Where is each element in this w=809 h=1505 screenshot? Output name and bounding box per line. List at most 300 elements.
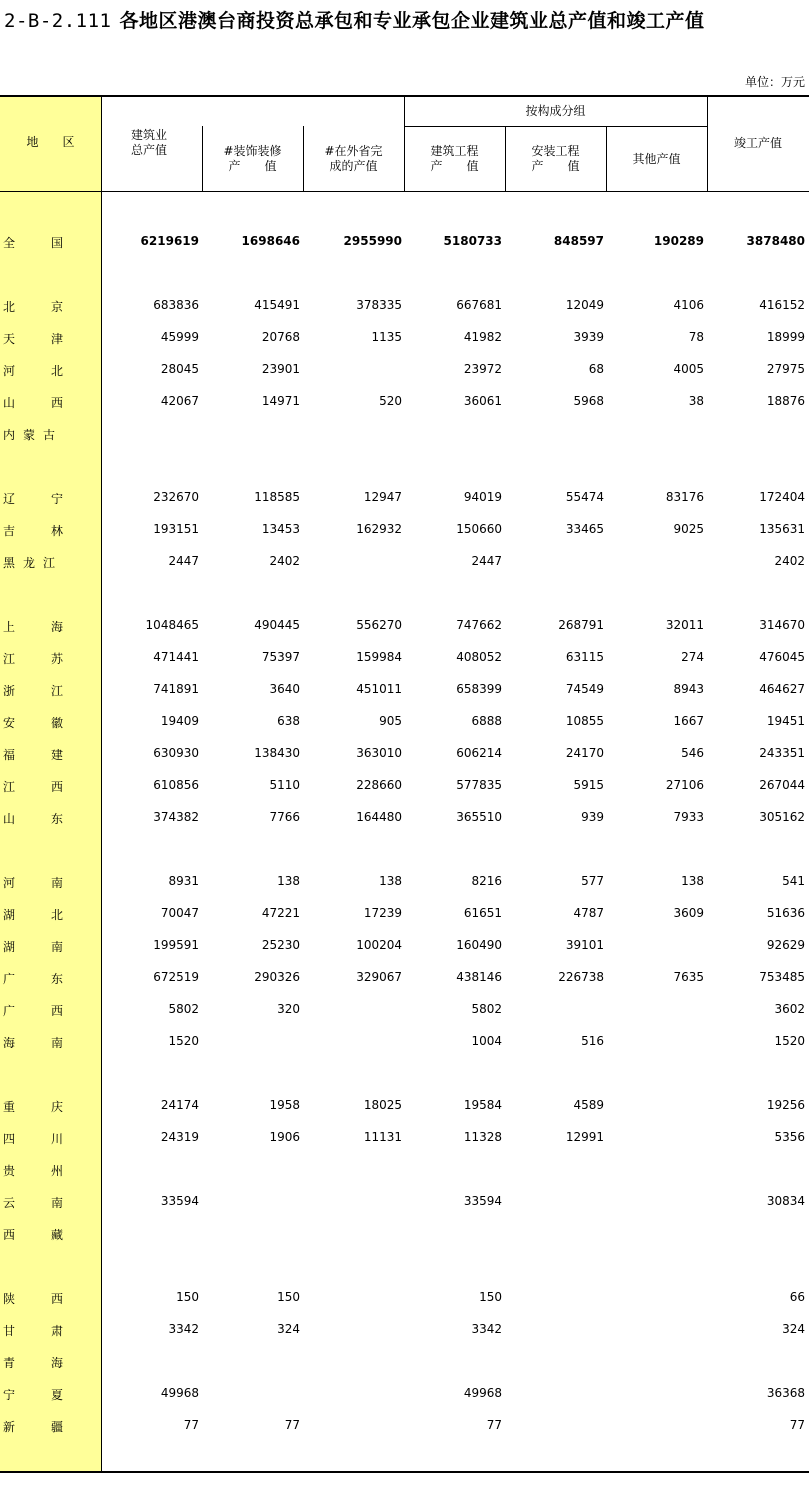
region-name [3, 682, 63, 699]
region-name [3, 330, 63, 347]
unit-label: 单位：万元 [744, 75, 805, 89]
region-name-char: 藏 [50, 1228, 63, 1242]
table-cell: 18025 [363, 1098, 402, 1112]
table-cell: 438146 [456, 970, 502, 984]
table-cell: 8216 [471, 874, 502, 888]
region-name-char: 宁 [3, 1388, 16, 1402]
table-cell: 24174 [160, 1098, 199, 1112]
table-cell: 630930 [153, 746, 199, 760]
table-cell: 4005 [673, 362, 704, 376]
table-cell: 1520 [774, 1034, 805, 1048]
table-cell: 1004 [471, 1034, 502, 1048]
table-row [0, 385, 809, 417]
header-completed-output: 竣工产值 [733, 136, 782, 150]
table-cell: 77 [486, 1418, 502, 1432]
table-cell: 199591 [153, 938, 199, 952]
region-name [3, 650, 63, 667]
table-cell: 577835 [456, 778, 502, 792]
region-name-char: 陕 [3, 1292, 16, 1306]
table-cell: 51636 [766, 906, 805, 920]
table-cell: 12947 [363, 490, 402, 504]
table-row [0, 865, 809, 897]
table-row [0, 321, 809, 353]
table-cell: 13453 [261, 522, 300, 536]
region-name [3, 394, 63, 411]
region-name-char: 西 [50, 1292, 63, 1306]
table-cell: 138430 [254, 746, 300, 760]
table-cell: 25230 [261, 938, 300, 952]
header-line: #装饰装修 [223, 144, 282, 158]
table-cell: 23972 [463, 362, 502, 376]
header-line: 安装工程 [531, 144, 580, 158]
region-name [3, 234, 63, 251]
table-cell: 476045 [759, 650, 805, 664]
region-name-char: 安 [3, 716, 16, 730]
region-name [3, 778, 63, 795]
region-name-char: 龙 [22, 556, 35, 570]
header-line: 产 值 [228, 159, 277, 173]
table-cell: 2402 [269, 554, 300, 568]
table-cell: 741891 [153, 682, 199, 696]
table-cell: 4787 [573, 906, 604, 920]
table-cell: 3342 [471, 1322, 502, 1336]
table-cell: 24319 [160, 1130, 199, 1144]
table-cell: 74549 [565, 682, 604, 696]
table-cell: 1906 [269, 1130, 300, 1144]
table-cell: 4106 [673, 298, 704, 312]
table-cell: 1667 [673, 714, 704, 728]
table-cell: 5968 [573, 394, 604, 408]
region-name-char: 广 [3, 1004, 16, 1018]
table-cell: 606214 [456, 746, 502, 760]
table-bottom-border [0, 1471, 809, 1473]
region-name-char: 东 [50, 972, 63, 986]
header-construction [404, 144, 505, 174]
table-cell: 374382 [153, 810, 199, 824]
region-name-char: 徽 [50, 716, 63, 730]
region-name-char: 蒙 [22, 428, 35, 442]
region-name-char: 湖 [3, 940, 16, 954]
table-row [0, 897, 809, 929]
table-cell: 2447 [471, 554, 502, 568]
header-line: 产 值 [531, 159, 580, 173]
table-cell: 36368 [766, 1386, 805, 1400]
table-cell: 38 [688, 394, 704, 408]
table-row [0, 929, 809, 961]
table-code: 2-B-2.111 [4, 10, 112, 32]
table-cell: 17239 [363, 906, 402, 920]
table-cell: 36061 [463, 394, 502, 408]
table-cell: 19451 [766, 714, 805, 728]
header-line: 建筑业 [131, 128, 168, 142]
region-name-char: 江 [3, 652, 16, 666]
region-name [3, 714, 63, 731]
region-name-char: 疆 [50, 1420, 63, 1434]
region-name [3, 1226, 63, 1243]
table-row [0, 417, 809, 449]
region-name [3, 810, 63, 827]
region-name-char: 南 [50, 940, 63, 954]
table-cell: 7635 [673, 970, 704, 984]
group-header-divider [404, 126, 707, 127]
region-name [3, 1098, 63, 1115]
table-row [0, 481, 809, 513]
table-cell: 520 [379, 394, 402, 408]
table-row [0, 1217, 809, 1249]
table-cell: 150 [479, 1290, 502, 1304]
region-name [3, 906, 63, 923]
table-cell: 18876 [766, 394, 805, 408]
table-cell: 232670 [153, 490, 199, 504]
region-name-char: 建 [50, 748, 63, 762]
header-line: 建筑工程 [430, 144, 479, 158]
region-name-char: 州 [50, 1164, 63, 1178]
table-cell: 290326 [254, 970, 300, 984]
region-name-char: 南 [50, 1036, 63, 1050]
region-name [3, 1002, 63, 1019]
region-name-char: 川 [50, 1132, 63, 1146]
table-cell: 226738 [558, 970, 604, 984]
table-cell: 12991 [565, 1130, 604, 1144]
region-name-char: 江 [3, 780, 16, 794]
table-row [0, 609, 809, 641]
region-name-char: 山 [3, 812, 16, 826]
table-cell: 8931 [168, 874, 199, 888]
table-cell: 63115 [565, 650, 604, 664]
region-name [3, 1386, 63, 1403]
table-cell: 75397 [261, 650, 300, 664]
region-name [3, 746, 63, 763]
header-other-output: 其他产值 [632, 152, 681, 166]
region-name [3, 362, 63, 379]
table-cell: 1520 [168, 1034, 199, 1048]
table-cell: 320 [277, 1002, 300, 1016]
region-name-char: 古 [42, 428, 55, 442]
region-name-char: 肃 [50, 1324, 63, 1338]
region-name-char: 宁 [50, 492, 63, 506]
region-name-char: 重 [3, 1100, 16, 1114]
region-name-char: 东 [50, 812, 63, 826]
header-other-province [303, 144, 404, 174]
table-row [0, 1409, 809, 1441]
region-name [3, 298, 63, 315]
table-cell: 638 [277, 714, 300, 728]
region-name-char: 上 [3, 620, 16, 634]
table-cell: 5356 [774, 1130, 805, 1144]
table-cell: 3640 [269, 682, 300, 696]
region-name-char: 黑 [3, 556, 16, 570]
table-cell: 150 [277, 1290, 300, 1304]
table-cell: 451011 [356, 682, 402, 696]
region-name-char: 云 [3, 1196, 16, 1210]
table-cell: 135631 [759, 522, 805, 536]
table-cell: 66 [789, 1290, 805, 1304]
table-cell: 164480 [356, 810, 402, 824]
table-cell: 3609 [673, 906, 704, 920]
region-name-char: 青 [3, 1356, 16, 1370]
table-cell: 541 [782, 874, 805, 888]
region-name-char: 西 [3, 1228, 16, 1242]
region-name-char: 夏 [50, 1388, 63, 1402]
table-cell: 5802 [471, 1002, 502, 1016]
table-row [0, 673, 809, 705]
region-name-char: 海 [3, 1036, 16, 1050]
region-name-char: 河 [3, 876, 16, 890]
table-cell: 3939 [573, 330, 604, 344]
table-cell: 20768 [261, 330, 300, 344]
table-cell: 49968 [463, 1386, 502, 1400]
table-row [0, 1281, 809, 1313]
region-name-char: 新 [3, 1420, 16, 1434]
table-cell: 365510 [456, 810, 502, 824]
table-cell: 8943 [673, 682, 704, 696]
table-cell: 4589 [573, 1098, 604, 1112]
table-row [0, 353, 809, 385]
table-cell: 672519 [153, 970, 199, 984]
region-name-char: 全 [3, 236, 16, 250]
table-cell: 490445 [254, 618, 300, 632]
table-cell: 27106 [665, 778, 704, 792]
table-cell: 41982 [463, 330, 502, 344]
region-name [3, 1322, 63, 1339]
header-by-composition: 按构成分组 [525, 104, 586, 118]
header-line: 产 值 [430, 159, 479, 173]
table-cell: 39101 [565, 938, 604, 952]
region-name-char: 津 [50, 332, 63, 346]
table-cell: 11131 [363, 1130, 402, 1144]
table-cell: 3602 [774, 1002, 805, 1016]
region-name-char: 吉 [3, 524, 16, 538]
table-cell: 94019 [463, 490, 502, 504]
table-cell: 162932 [356, 522, 402, 536]
table-row [0, 289, 809, 321]
region-name [3, 1130, 63, 1147]
table-row [0, 1153, 809, 1185]
region-name-char: 海 [50, 1356, 63, 1370]
table-cell: 1135 [371, 330, 402, 344]
table-row [0, 1185, 809, 1217]
table-cell: 118585 [254, 490, 300, 504]
table-cell: 49968 [160, 1386, 199, 1400]
table-cell: 7766 [269, 810, 300, 824]
table-row [0, 1377, 809, 1409]
region-name-char: 北 [50, 908, 63, 922]
table-cell: 9025 [673, 522, 704, 536]
table-cell: 42067 [160, 394, 199, 408]
table-row [0, 513, 809, 545]
table-cell: 77 [789, 1418, 805, 1432]
header-line: #在外省完 [324, 144, 383, 158]
region-name-char: 南 [50, 876, 63, 890]
table-cell: 30834 [766, 1194, 805, 1208]
table-cell: 1958 [269, 1098, 300, 1112]
table-row [0, 961, 809, 993]
table-cell: 324 [782, 1322, 805, 1336]
table-cell: 19584 [463, 1098, 502, 1112]
table-cell: 314670 [759, 618, 805, 632]
table-cell: 378335 [356, 298, 402, 312]
region-name [3, 1162, 63, 1179]
table-cell: 55474 [565, 490, 604, 504]
header-region [0, 135, 101, 150]
table-cell: 363010 [356, 746, 402, 760]
region-name-char: 京 [50, 300, 63, 314]
table-cell: 6219619 [140, 234, 199, 248]
table-cell: 577 [581, 874, 604, 888]
table-cell: 190289 [653, 234, 704, 248]
table-cell: 193151 [153, 522, 199, 536]
table-cell: 5180733 [443, 234, 502, 248]
region-name-char: 南 [50, 1196, 63, 1210]
table-cell: 747662 [456, 618, 502, 632]
table-cell: 848597 [553, 234, 604, 248]
table-row [0, 801, 809, 833]
table-cell: 7933 [673, 810, 704, 824]
table-cell: 83176 [665, 490, 704, 504]
table-cell: 546 [681, 746, 704, 760]
table-cell: 45999 [160, 330, 199, 344]
table-cell: 243351 [759, 746, 805, 760]
table-cell: 92629 [766, 938, 805, 952]
region-name [3, 970, 63, 987]
region-name [3, 618, 63, 635]
region-name-char: 甘 [3, 1324, 16, 1338]
table-cell: 24170 [565, 746, 604, 760]
table-row [0, 1025, 809, 1057]
table-cell: 464627 [759, 682, 805, 696]
table-cell: 23901 [261, 362, 300, 376]
region-name [3, 938, 63, 955]
table-cell: 61651 [463, 906, 502, 920]
region-name-char: 天 [3, 332, 16, 346]
table-cell: 6888 [471, 714, 502, 728]
table-cell: 329067 [356, 970, 402, 984]
table-cell: 14971 [261, 394, 300, 408]
region-name [3, 1034, 63, 1051]
table-cell: 274 [681, 650, 704, 664]
table-cell: 33594 [463, 1194, 502, 1208]
table-cell: 32011 [665, 618, 704, 632]
table-row [0, 1345, 809, 1377]
region-name-char: 广 [3, 972, 16, 986]
table-cell: 905 [379, 714, 402, 728]
table-cell: 150 [176, 1290, 199, 1304]
header-region-part: 地 [26, 135, 39, 149]
header-line: 总产值 [131, 143, 168, 157]
region-name-char: 福 [3, 748, 16, 762]
region-name-char: 西 [50, 396, 63, 410]
region-name-char: 湖 [3, 908, 16, 922]
table-cell: 5802 [168, 1002, 199, 1016]
table-row [0, 641, 809, 673]
table-cell: 138 [277, 874, 300, 888]
table-row [0, 705, 809, 737]
region-name [3, 490, 63, 507]
table-cell: 939 [581, 810, 604, 824]
table-cell: 18999 [766, 330, 805, 344]
header-installation [505, 144, 606, 174]
table-cell: 33465 [565, 522, 604, 536]
region-name-char: 江 [50, 684, 63, 698]
table-cell: 3342 [168, 1322, 199, 1336]
region-name-char: 贵 [3, 1164, 16, 1178]
region-name-char: 西 [50, 780, 63, 794]
region-name [3, 1418, 63, 1435]
table-cell: 415491 [254, 298, 300, 312]
table-cell: 2447 [168, 554, 199, 568]
table-cell: 516 [581, 1034, 604, 1048]
table-row [0, 1121, 809, 1153]
table-cell: 408052 [456, 650, 502, 664]
table-row-total [0, 225, 809, 257]
table-cell: 556270 [356, 618, 402, 632]
table-cell: 305162 [759, 810, 805, 824]
region-name [3, 1290, 63, 1307]
region-name [3, 1354, 63, 1371]
region-name-char: 北 [3, 300, 16, 314]
region-name [3, 874, 63, 891]
table-cell: 324 [277, 1322, 300, 1336]
region-name-char: 林 [50, 524, 63, 538]
table-cell: 1048465 [145, 618, 199, 632]
table-cell: 3878480 [746, 234, 805, 248]
table-cell: 150660 [456, 522, 502, 536]
table-cell: 160490 [456, 938, 502, 952]
table-cell: 33594 [160, 1194, 199, 1208]
region-name [3, 522, 63, 539]
region-name-char: 浙 [3, 684, 16, 698]
table-cell: 77 [183, 1418, 199, 1432]
table-cell: 11328 [463, 1130, 502, 1144]
region-name-char: 内 [3, 428, 16, 442]
table-cell: 610856 [153, 778, 199, 792]
table-cell: 2955990 [343, 234, 402, 248]
table-cell: 5110 [269, 778, 300, 792]
table-cell: 2402 [774, 554, 805, 568]
table-cell: 1698646 [241, 234, 300, 248]
region-name-char: 山 [3, 396, 16, 410]
table-cell: 10855 [565, 714, 604, 728]
region-name-char: 西 [50, 1004, 63, 1018]
data-table [0, 95, 809, 1473]
page-title [4, 6, 704, 33]
table-title: 各地区港澳台商投资总承包和专业承包企业建筑业总产值和竣工产值 [119, 10, 705, 32]
table-row [0, 545, 809, 577]
table-cell: 70047 [160, 906, 199, 920]
table-cell: 138 [379, 874, 402, 888]
table-cell: 267044 [759, 778, 805, 792]
table-cell: 138 [681, 874, 704, 888]
table-cell: 100204 [356, 938, 402, 952]
table-cell: 471441 [153, 650, 199, 664]
table-cell: 228660 [356, 778, 402, 792]
table-row [0, 993, 809, 1025]
region-name-char: 庆 [50, 1100, 63, 1114]
table-cell: 12049 [565, 298, 604, 312]
header-line: 成的产值 [329, 159, 378, 173]
region-name-char: 辽 [3, 492, 16, 506]
table-cell: 159984 [356, 650, 402, 664]
region-name-char: 国 [50, 236, 63, 250]
table-cell: 47221 [261, 906, 300, 920]
table-cell: 268791 [558, 618, 604, 632]
table-cell: 77 [284, 1418, 300, 1432]
table-cell: 667681 [456, 298, 502, 312]
region-name-char: 河 [3, 364, 16, 378]
table-row [0, 1089, 809, 1121]
region-name-char: 苏 [50, 652, 63, 666]
table-cell: 416152 [759, 298, 805, 312]
